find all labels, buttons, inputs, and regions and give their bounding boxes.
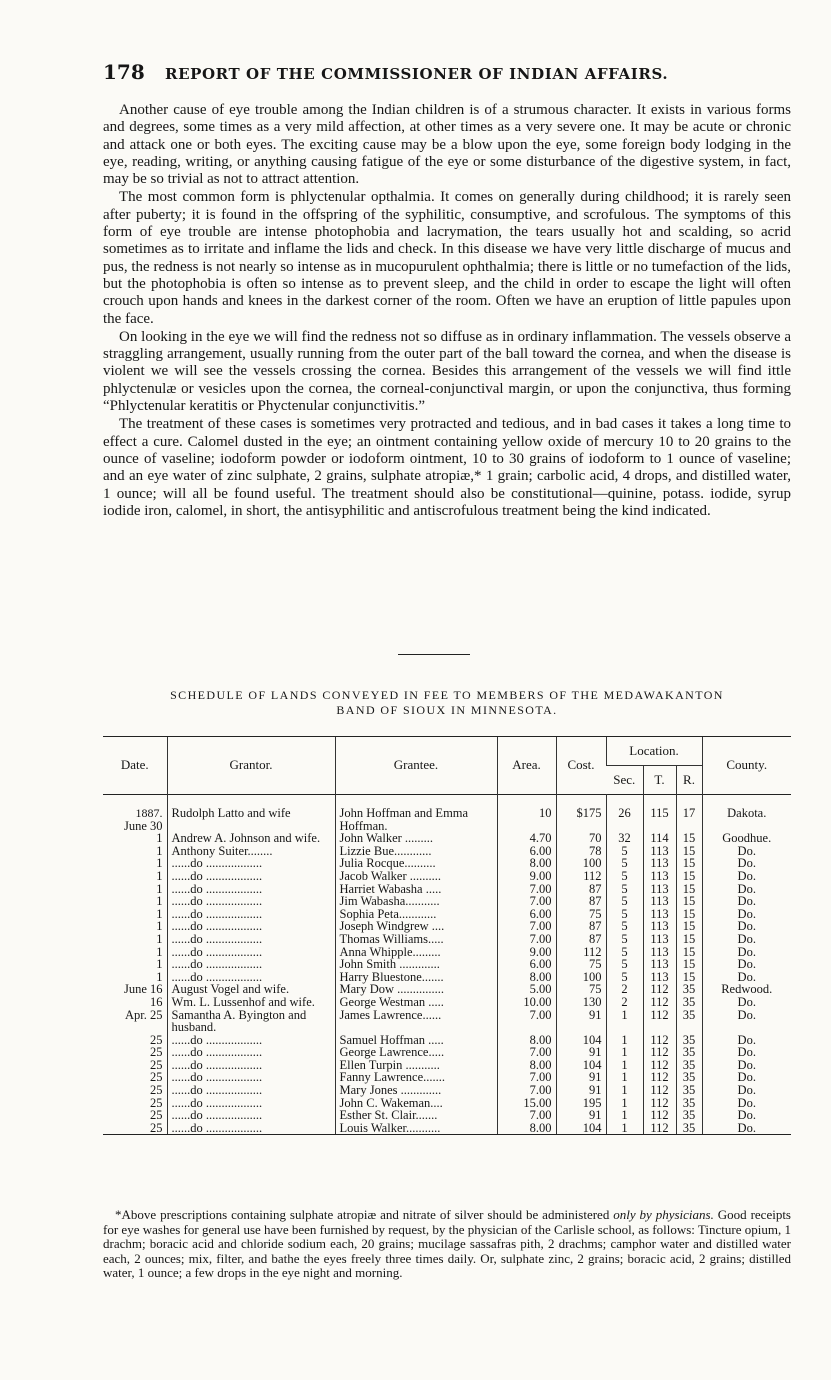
cell-date-text: 1 — [156, 944, 163, 959]
cell-county-text: Do. — [737, 919, 756, 934]
cell-area-text: 4.70 — [529, 831, 552, 846]
cell-area-text: 8.00 — [529, 969, 552, 984]
col-county: County. — [702, 737, 791, 795]
cell-r-text: 35 — [682, 1108, 696, 1123]
cell-grantee-text: Jacob Walker .......... — [339, 868, 442, 883]
cell-area-text: 8.00 — [529, 856, 552, 871]
cell-date-text: 25 — [150, 1095, 163, 1110]
cell-grantee — [335, 1122, 497, 1135]
cell-r-text: 15 — [682, 856, 696, 871]
cell-date-text: 25 — [150, 1070, 163, 1085]
cell-county-text: Do. — [737, 1007, 756, 1022]
footnote-text: Good receipts for eye washes for general use have been furnished by request, by the physician of the Carlisle school, as follows: Tincture opium, 1 drachm; boracic acid and chloride sodium each, 20 grains; mucilage sassafras pith, 2 drachms; camphor water and distilled water each, 2 ounces; mix, filter, and bathe the eyes freely three times daily. Or, sulphate zinc, 2 grains; boracic acid, 2 grains; distilled water, 1 ounce; a few drops in the eye night and morning. — [103, 1207, 791, 1280]
cell-sec-text: 5 — [621, 843, 628, 858]
cell-grantor-text: ......do .................. — [171, 894, 263, 909]
cell-date-text: June 16 — [123, 982, 163, 997]
cell-area-text: 7.00 — [529, 1083, 552, 1098]
cell-area-text: 7.00 — [529, 894, 552, 909]
cell-sec-text: 26 — [618, 806, 631, 820]
cell-r-text: 35 — [682, 982, 696, 997]
cell-area-text: 8.00 — [529, 1057, 552, 1072]
cell-county-text: Do. — [737, 881, 756, 896]
cell-r — [676, 807, 702, 832]
cell-cost-text: 87 — [589, 894, 602, 909]
cell-t-text: 112 — [650, 982, 669, 997]
cell-date — [103, 807, 167, 832]
cell-r-text: 15 — [682, 831, 696, 846]
cell-grantee-text: Joseph Windgrew .... — [339, 919, 445, 934]
cell-grantor-text: August Vogel and wife. — [171, 982, 290, 997]
cell-sec — [606, 1122, 643, 1135]
cell-sec-text: 5 — [621, 931, 628, 946]
footnote-emphasis: only by physicians. — [613, 1207, 714, 1222]
cell-area-text: 7.00 — [529, 931, 552, 946]
cell-date-text: 1 — [156, 831, 163, 846]
cell-grantee-text: Harry Bluestone....... — [339, 969, 444, 984]
cell-sec-text: 1 — [621, 1108, 628, 1123]
cell-county-text: Do. — [737, 843, 756, 858]
cell-grantor-text: ......do .................. — [171, 906, 263, 921]
cell-grantor-text: ......do .................. — [171, 1045, 263, 1060]
cell-sec — [606, 1009, 643, 1034]
cell-r-text: 15 — [682, 843, 696, 858]
cell-county-text: Do. — [737, 994, 756, 1009]
cell-grantee-text: Mary Jones ............. — [339, 1083, 442, 1098]
cell-cost-text: 91 — [589, 1045, 602, 1060]
col-t: T. — [643, 766, 676, 795]
col-grantee: Grantee. — [335, 737, 497, 795]
cell-t-text: 112 — [650, 1095, 669, 1110]
cell-area-text: 15.00 — [523, 1095, 552, 1110]
cell-cost-text: 104 — [582, 1057, 602, 1072]
cell-t-text: 112 — [650, 1057, 669, 1072]
cell-county-text: Do. — [737, 906, 756, 921]
cell-cost-text: 87 — [589, 919, 602, 934]
paragraph: The treatment of these cases is sometimes very protracted and tedious, and in bad cases it takes a long time to effect a cure. Calomel dusted in the eye; an ointment containing yellow oxide of mercury 10 to 20 grains to the ounce of vaseline; iodoform powder or iodoform ointment, 10 to 30 grains of iodoform to 1 ounce of vaseline; and an eye water of zinc sulphate, 2 grains, sulphate atropiæ,* 1 grain; carbolic acid, 4 drops, and distilled water, 1 ounce; will all be found useful. The treatment should also be constitutional—quinine, potass. iodide, syrup iodide iron, calomel, in short, the antisyphilitic and antiscrofulous treatment being the kind indicated. — [103, 416, 791, 519]
cell-cost-text: 78 — [589, 843, 602, 858]
cell-cost — [556, 807, 606, 832]
cell-r — [676, 1009, 702, 1034]
cell-grantee-text: George Westman ..... — [339, 994, 444, 1009]
cell-grantor-text: Rudolph Latto and wife — [171, 806, 291, 820]
cell-r-text: 15 — [682, 957, 696, 972]
cell-t-text: 112 — [650, 1083, 669, 1098]
cell-r-text: 15 — [682, 919, 696, 934]
cell-sec-text: 2 — [621, 982, 628, 997]
cell-grantor-text: Andrew A. Johnson and wife. — [171, 831, 321, 846]
cell-r-text: 35 — [682, 1032, 696, 1047]
cell-sec-text: 32 — [618, 831, 631, 846]
cell-cost-text: 104 — [582, 1032, 602, 1047]
page-number: 178 — [103, 60, 145, 84]
cell-grantor-text: ......do .................. — [171, 919, 263, 934]
cell-date-text: 1 — [156, 957, 163, 972]
cell-t-text: 112 — [650, 1120, 669, 1135]
cell-t-text: 113 — [650, 919, 669, 934]
cell-grantee-text: Anna Whipple......... — [339, 944, 441, 959]
cell-r-text: 15 — [682, 868, 696, 883]
cell-area-text: 7.00 — [529, 881, 552, 896]
cell-date-text: 1 — [156, 843, 163, 858]
cell-grantee-text: Thomas Williams..... — [339, 931, 444, 946]
cell-cost-text: 91 — [589, 1007, 602, 1022]
cell-sec-text: 5 — [621, 894, 628, 909]
cell-date-text: 25 — [150, 1045, 163, 1060]
cell-cost-text: $175 — [576, 806, 602, 820]
cell-t-text: 113 — [650, 944, 669, 959]
cell-cost-text: 100 — [582, 856, 602, 871]
cell-r-text: 35 — [682, 1007, 696, 1022]
cell-date-text: 25 — [150, 1032, 163, 1047]
cell-county-text: Do. — [737, 1032, 756, 1047]
cell-grantor-text: ......do .................. — [171, 881, 263, 896]
cell-area — [497, 807, 556, 832]
cell-grantee-text: George Lawrence..... — [339, 1045, 445, 1060]
schedule-title-line: SCHEDULE OF LANDS CONVEYED IN FEE TO MEMBERS OF THE MEDAWAKANTON — [170, 688, 724, 702]
cell-area-text: 5.00 — [529, 982, 552, 997]
cell-cost-text: 112 — [583, 868, 602, 883]
cell-date-text: 1 — [156, 919, 163, 934]
cell-r-text: 17 — [682, 806, 696, 820]
cell-cost-text: 112 — [583, 944, 602, 959]
cell-sec-text: 5 — [621, 868, 628, 883]
cell-r-text: 15 — [682, 881, 696, 896]
cell-sec-text: 5 — [621, 919, 628, 934]
section-divider — [398, 654, 470, 655]
cell-cost-text: 75 — [589, 906, 602, 921]
cell-grantee-text: Mary Dow ............... — [339, 982, 445, 997]
cell-r — [676, 1122, 702, 1135]
cell-t — [643, 1122, 676, 1135]
col-sec: Sec. — [606, 766, 643, 795]
cell-grantor-text: ......do .................. — [171, 1083, 263, 1098]
cell-area-text: 7.00 — [529, 919, 552, 934]
cell-sec-text: 5 — [621, 881, 628, 896]
cell-grantor — [167, 1009, 335, 1034]
cell-date-text: 1 — [156, 931, 163, 946]
cell-cost — [556, 1009, 606, 1034]
cell-cost-text: 87 — [589, 931, 602, 946]
cell-date-text: 25 — [150, 1057, 163, 1072]
cell-grantee-text: Louis Walker........... — [339, 1120, 441, 1135]
cell-area-text: 6.00 — [529, 906, 552, 921]
col-location: Location. — [606, 737, 702, 766]
col-area: Area. — [497, 737, 556, 795]
col-grantor: Grantor. — [167, 737, 335, 795]
cell-grantee-text: James Lawrence...... — [339, 1007, 442, 1022]
cell-county-text: Do. — [737, 868, 756, 883]
cell-r-text: 35 — [682, 1095, 696, 1110]
cell-date-text: 1 — [156, 969, 163, 984]
cell-date — [103, 1122, 167, 1135]
cell-date-text: 1 — [156, 881, 163, 896]
cell-county-text: Goodhue. — [722, 831, 772, 846]
cell-grantor-text: ......do .................. — [171, 868, 263, 883]
cell-r-text: 35 — [682, 994, 696, 1009]
cell-area-text: 7.00 — [529, 1007, 552, 1022]
cell-sec-text: 5 — [621, 969, 628, 984]
cell-area-text: 8.00 — [529, 1120, 552, 1135]
report-title: REPORT OF THE COMMISSIONER OF INDIAN AFFAIRS. — [165, 65, 669, 83]
cell-t-text: 113 — [650, 906, 669, 921]
cell-area-text: 8.00 — [529, 1032, 552, 1047]
cell-grantee-text: John Smith ............. — [339, 957, 440, 972]
cell-grantor-text: ......do .................. — [171, 1108, 263, 1123]
cell-county-text: Dakota. — [727, 806, 767, 820]
schedule-title — [103, 688, 791, 718]
cell-date-text: 1 — [156, 894, 163, 909]
cell-cost-text: 87 — [589, 881, 602, 896]
cell-sec-text: 5 — [621, 906, 628, 921]
cell-t — [643, 1009, 676, 1034]
cell-sec-text: 2 — [621, 994, 628, 1009]
cell-county — [702, 807, 791, 832]
cell-area — [497, 1009, 556, 1034]
paragraph: On looking in the eye we will find the redness not so diffuse as in ordinary inflammation. The vessels observe a straggling arrangement, usually running from the outer part of the ball toward the cornea, and when the disease is violent we will see the vessels crossing the cornea. Besides this arrangement of the vessels we will find ittle phlyctenulæ or vesicles upon the cornea, the corneal-conjunctival margin, or upon the conjunctiva, thus forming “Phlyctenular keratitis or Phyctenular conjunctivitis.” — [103, 328, 791, 415]
cell-t-text: 113 — [650, 856, 669, 871]
cell-date-text: 1 — [156, 868, 163, 883]
cell-grantor-text: ......do .................. — [171, 944, 263, 959]
cell-cost-text: 75 — [589, 982, 602, 997]
cell-area-text: 10 — [539, 806, 552, 820]
cell-t-text: 113 — [650, 843, 669, 858]
cell-cost-text: 91 — [589, 1108, 602, 1123]
footnote-lead: *Above prescriptions containing sulphate atropiæ and nitrate of silver should be administered — [115, 1207, 614, 1222]
cell-county — [702, 1122, 791, 1135]
cell-grantor-text: Anthony Suiter........ — [171, 843, 273, 858]
cell-grantee-text: Samuel Hoffman ..... — [339, 1032, 444, 1047]
cell-r-text: 35 — [682, 1057, 696, 1072]
cell-date — [103, 1009, 167, 1034]
cell-r-text: 15 — [682, 944, 696, 959]
cell-t-text: 113 — [650, 969, 669, 984]
cell-grantor-text: ......do .................. — [171, 856, 263, 871]
cell-county-text: Do. — [737, 1070, 756, 1085]
cell-county-text: Redwood. — [721, 982, 773, 997]
cell-area-text: 6.00 — [529, 957, 552, 972]
cell-sec-text: 1 — [621, 1057, 628, 1072]
table-header — [103, 737, 791, 795]
cell-county-text: Do. — [737, 1120, 756, 1135]
cell-t-text: 113 — [650, 957, 669, 972]
year-label: 1887. — [135, 806, 163, 820]
footnote — [103, 1208, 791, 1281]
cell-grantee-text: John C. Wakeman.... — [339, 1095, 443, 1110]
table-row — [103, 1122, 791, 1135]
cell-sec-text: 5 — [621, 957, 628, 972]
cell-r-text: 35 — [682, 1045, 696, 1060]
cell-t-text: 115 — [650, 806, 669, 820]
cell-sec-text: 1 — [621, 1083, 628, 1098]
cell-cost-text: 91 — [589, 1083, 602, 1098]
col-date: Date. — [103, 737, 167, 795]
cell-r-text: 15 — [682, 931, 696, 946]
cell-area-text: 7.00 — [529, 1070, 552, 1085]
cell-grantor-text: Wm. L. Lussenhof and wife. — [171, 994, 315, 1009]
cell-grantee-text: John Walker ......... — [339, 831, 434, 846]
cell-area-text: 9.00 — [529, 868, 552, 883]
cell-grantee-text: Harriet Wabasha ..... — [339, 881, 442, 896]
cell-date-text: 16 — [150, 994, 163, 1009]
cell-county-text: Do. — [737, 1108, 756, 1123]
cell-grantor-text: Samantha A. Byington and husband. — [171, 1007, 307, 1035]
cell-sec-text: 1 — [621, 1007, 628, 1022]
cell-grantor-text: ......do .................. — [171, 969, 263, 984]
cell-grantor-text: ......do .................. — [171, 957, 263, 972]
cell-t-text: 113 — [650, 931, 669, 946]
cell-county — [702, 1009, 791, 1034]
cell-cost-text: 104 — [582, 1120, 602, 1135]
cell-cost — [556, 1122, 606, 1135]
schedule-title-line: BAND OF SIOUX IN MINNESOTA. — [336, 703, 558, 717]
cell-t-text: 112 — [650, 1007, 669, 1022]
cell-cost-text: 70 — [589, 831, 602, 846]
cell-date-text: 25 — [150, 1120, 163, 1135]
cell-cost-text: 130 — [582, 994, 602, 1009]
cell-t-text: 112 — [650, 1032, 669, 1047]
cell-grantee — [335, 807, 497, 832]
cell-area-text: 9.00 — [529, 944, 552, 959]
cell-sec-text: 1 — [621, 1070, 628, 1085]
cell-r-text: 15 — [682, 894, 696, 909]
cell-r-text: 35 — [682, 1120, 696, 1135]
cell-grantor-text: ......do .................. — [171, 1057, 263, 1072]
table-row — [103, 807, 791, 832]
cell-grantee-text: Esther St. Clair....... — [339, 1108, 438, 1123]
cell-grantee-text: Lizzie Bue............ — [339, 843, 432, 858]
cell-sec-text: 5 — [621, 944, 628, 959]
cell-grantee-text: Sophia Peta............ — [339, 906, 437, 921]
cell-area-text: 7.00 — [529, 1108, 552, 1123]
cell-grantee — [335, 1009, 497, 1034]
cell-county-text: Do. — [737, 1057, 756, 1072]
cell-cost-text: 91 — [589, 1070, 602, 1085]
cell-county-text: Do. — [737, 969, 756, 984]
cell-t-text: 112 — [650, 1070, 669, 1085]
cell-date-text: June 30 — [123, 818, 163, 833]
cell-grantor — [167, 1122, 335, 1135]
table-body — [103, 795, 791, 1135]
cell-area — [497, 1122, 556, 1135]
paragraph: The most common form is phlyctenular opthalmia. It comes on generally during childhood; it is rarely seen after puberty; it is found in the offspring of the syphilitic, consumptive, and scrofulous. The symptoms of this form of eye trouble are intense photophobia and lacrymation, the tears usually hot and scalding, so acrid sometimes as to irritate and inflame the lids and check. In this disease we have very little discharge of mucus and pus, the redness is not nearly so intense as in mucopurulent ophthalmia; there is little or no tumefaction of the lids, but the photophobia is often so intense as to prevent sleep, and the child in order to escape the light will often crouch upon hands and knees in the darkest corner of the room. Often we have an eruption of little papules upon the face. — [103, 189, 791, 327]
cell-grantee-text: Ellen Turpin ........... — [339, 1057, 440, 1072]
cell-cost-text: 100 — [582, 969, 602, 984]
cell-county-text: Do. — [737, 856, 756, 871]
cell-grantor-text: ......do .................. — [171, 1095, 263, 1110]
cell-date-text: 1 — [156, 906, 163, 921]
cell-grantor-text: ......do .................. — [171, 1032, 263, 1047]
col-cost: Cost. — [556, 737, 606, 795]
cell-county-text: Do. — [737, 894, 756, 909]
cell-t-text: 113 — [650, 868, 669, 883]
cell-county-text: Do. — [737, 1083, 756, 1098]
col-r: R. — [676, 766, 702, 795]
body-text — [103, 102, 791, 521]
cell-cost-text: 75 — [589, 957, 602, 972]
paragraph: Another cause of eye trouble among the Indian children is of a strumous character. It exists in various forms and degrees, some times as a very mild affection, at other times as a very severe one. It may be acute or chronic and attack one or both eyes. The exciting cause may be a blow upon the eye, some foreign body lodging in the eye, reading, writing, or anything causing fatigue of the eye or some disturbance of the digestive system, in fact, may be so trivial as not to attract attention. — [103, 102, 791, 188]
land-schedule-table — [103, 736, 791, 1135]
cell-t-text: 112 — [650, 1045, 669, 1060]
cell-date-text: 25 — [150, 1108, 163, 1123]
cell-sec — [606, 807, 643, 832]
cell-grantee-text: Jim Wabasha........... — [339, 894, 440, 909]
cell-county-text: Do. — [737, 931, 756, 946]
cell-t-text: 113 — [650, 894, 669, 909]
cell-date-text: 25 — [150, 1083, 163, 1098]
cell-grantor-text: ......do .................. — [171, 1070, 263, 1085]
running-head — [103, 60, 723, 86]
cell-sec-text: 1 — [621, 1095, 628, 1110]
cell-cost-text: 195 — [582, 1095, 602, 1110]
cell-sec-text: 1 — [621, 1120, 628, 1135]
cell-grantee-text: Julia Rocque.......... — [339, 856, 436, 871]
cell-sec-text: 1 — [621, 1045, 628, 1060]
cell-t-text: 114 — [650, 831, 669, 846]
cell-r-text: 35 — [682, 1070, 696, 1085]
cell-grantor-text: ......do .................. — [171, 1120, 263, 1135]
cell-grantor-text: ......do .................. — [171, 931, 263, 946]
cell-t-text: 112 — [650, 1108, 669, 1123]
cell-area-text: 10.00 — [523, 994, 552, 1009]
cell-county-text: Do. — [737, 1045, 756, 1060]
cell-area-text: 6.00 — [529, 843, 552, 858]
cell-t-text: 113 — [650, 881, 669, 896]
cell-grantee-text: John Hoffman and Emma Hoffman. — [339, 806, 469, 833]
cell-t-text: 112 — [650, 994, 669, 1009]
cell-county-text: Do. — [737, 1095, 756, 1110]
cell-date-text: Apr. 25 — [125, 1007, 163, 1022]
cell-area-text: 7.00 — [529, 1045, 552, 1060]
cell-county-text: Do. — [737, 944, 756, 959]
cell-county-text: Do. — [737, 957, 756, 972]
cell-sec-text: 5 — [621, 856, 628, 871]
cell-date-text: 1 — [156, 856, 163, 871]
cell-r-text: 35 — [682, 1083, 696, 1098]
cell-r-text: 15 — [682, 906, 696, 921]
cell-grantor — [167, 807, 335, 832]
cell-sec-text: 1 — [621, 1032, 628, 1047]
cell-grantee-text: Fanny Lawrence....... — [339, 1070, 446, 1085]
table-row — [103, 1009, 791, 1034]
cell-r-text: 15 — [682, 969, 696, 984]
cell-t — [643, 807, 676, 832]
